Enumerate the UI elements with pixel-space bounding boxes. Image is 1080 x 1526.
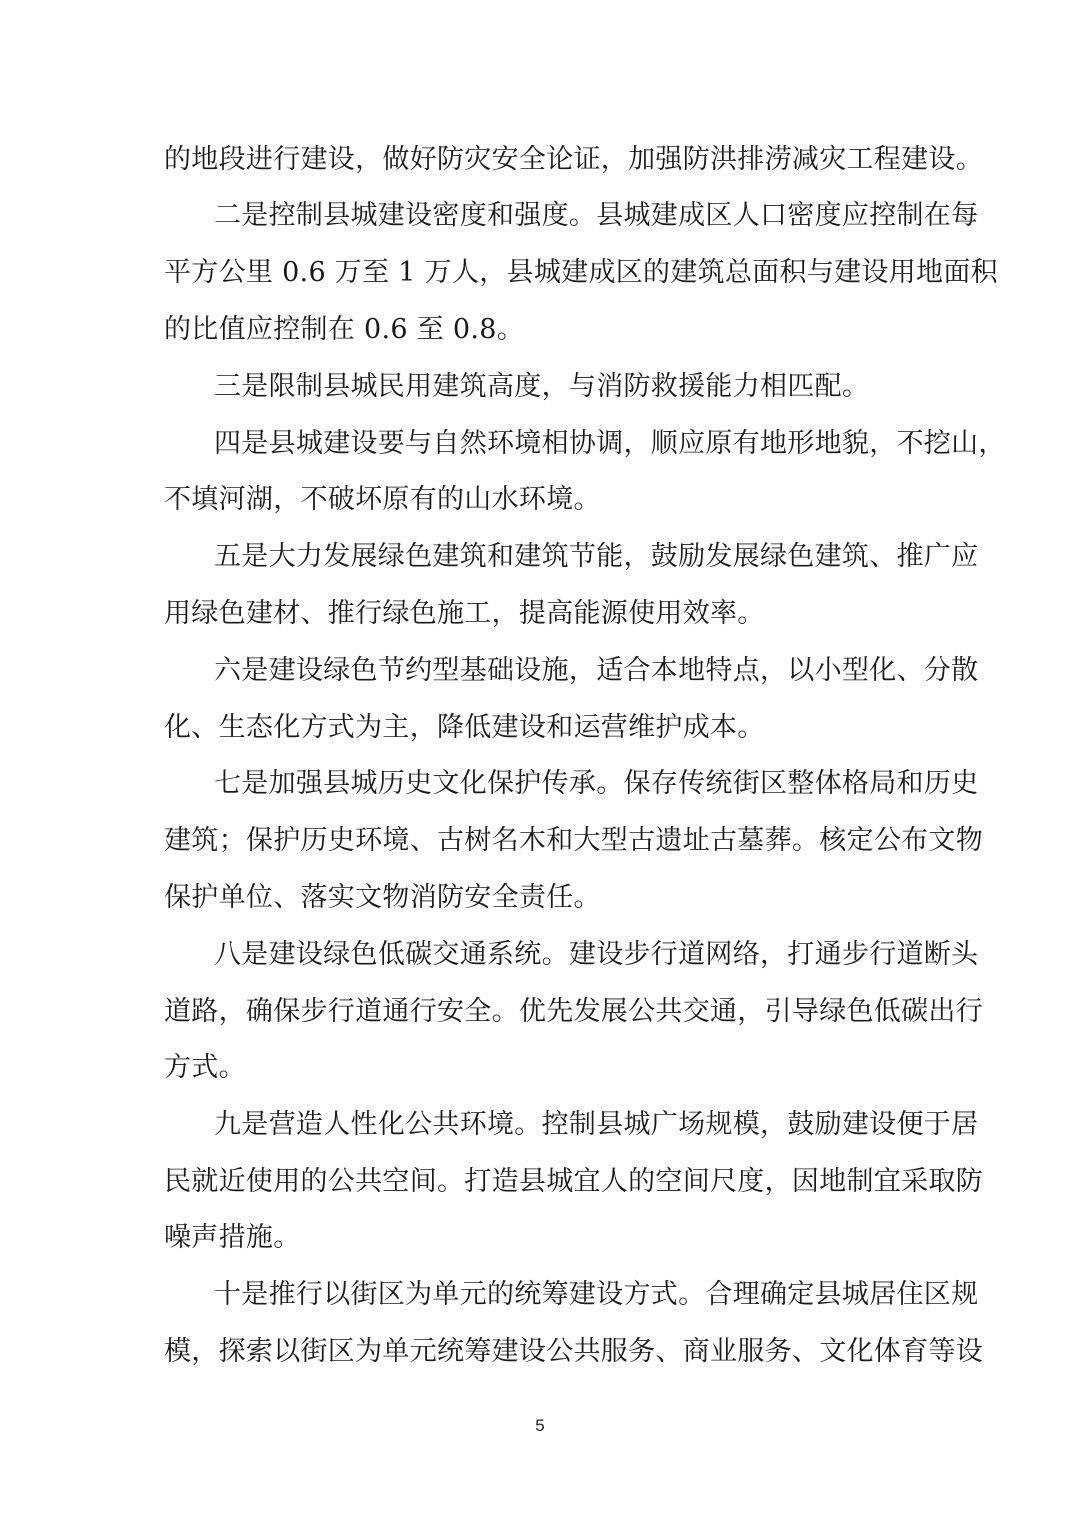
text-line: 民就近使用的公共空间。打造县城宜人的空间尺度，因地制宜采取防 xyxy=(164,1166,983,1197)
text-line: 道路，确保步行道通行安全。优先发展公共交通，引导绿色低碳出行 xyxy=(164,996,983,1027)
page-number: 5 xyxy=(535,1416,545,1435)
text-line: 方式。 xyxy=(164,1052,246,1083)
text-line: 用绿色建材、推行绿色施工，提高能源使用效率。 xyxy=(164,598,765,629)
text-line: 保护单位、落实文物消防安全责任。 xyxy=(164,882,601,913)
text-line: 模，探索以街区为单元统筹建设公共服务、商业服务、文化体育等设 xyxy=(164,1336,983,1367)
text-line: 八是建设绿色低碳交通系统。建设步行道网络，打通步行道断头 xyxy=(214,939,979,970)
text-line: 七是加强县城历史文化保护传承。保存传统街区整体格局和历史 xyxy=(214,768,979,799)
text-line: 六是建设绿色节约型基础设施，适合本地特点，以小型化、分散 xyxy=(214,655,979,686)
text-line: 五是大力发展绿色建筑和建筑节能，鼓励发展绿色建筑、推广应 xyxy=(214,541,979,572)
text-line: 十是推行以街区为单元的统筹建设方式。合理确定县城居住区规 xyxy=(214,1279,979,1310)
text-line: 化、生态化方式为主，降低建设和运营维护成本。 xyxy=(164,712,765,743)
text-line: 不填河湖，不破坏原有的山水环境。 xyxy=(164,484,601,515)
text-line: 四是县城建设要与自然环境相协调，顺应原有地形地貌，不挖山， xyxy=(214,428,1006,459)
text-line: 建筑；保护历史环境、古树名木和大型古遗址古墓葬。核定公布文物 xyxy=(164,825,983,856)
text-line: 的比值应控制在 0.6 至 0.8。 xyxy=(164,314,525,345)
text-line: 噪声措施。 xyxy=(164,1222,301,1253)
text-line: 三是限制县城民用建筑高度，与消防救援能力相匹配。 xyxy=(214,371,870,402)
text-line: 的地段进行建设，做好防灾安全论证，加强防洪排涝减灾工程建设。 xyxy=(164,144,983,175)
text-line: 平方公里 0.6 万至 1 万人，县城建成区的建筑总面积与建设用地面积 xyxy=(164,257,998,288)
text-line: 九是营造人性化公共环境。控制县城广场规模，鼓励建设便于居 xyxy=(214,1109,979,1140)
text-line: 二是控制县城建设密度和强度。县城建成区人口密度应控制在每 xyxy=(214,200,979,231)
